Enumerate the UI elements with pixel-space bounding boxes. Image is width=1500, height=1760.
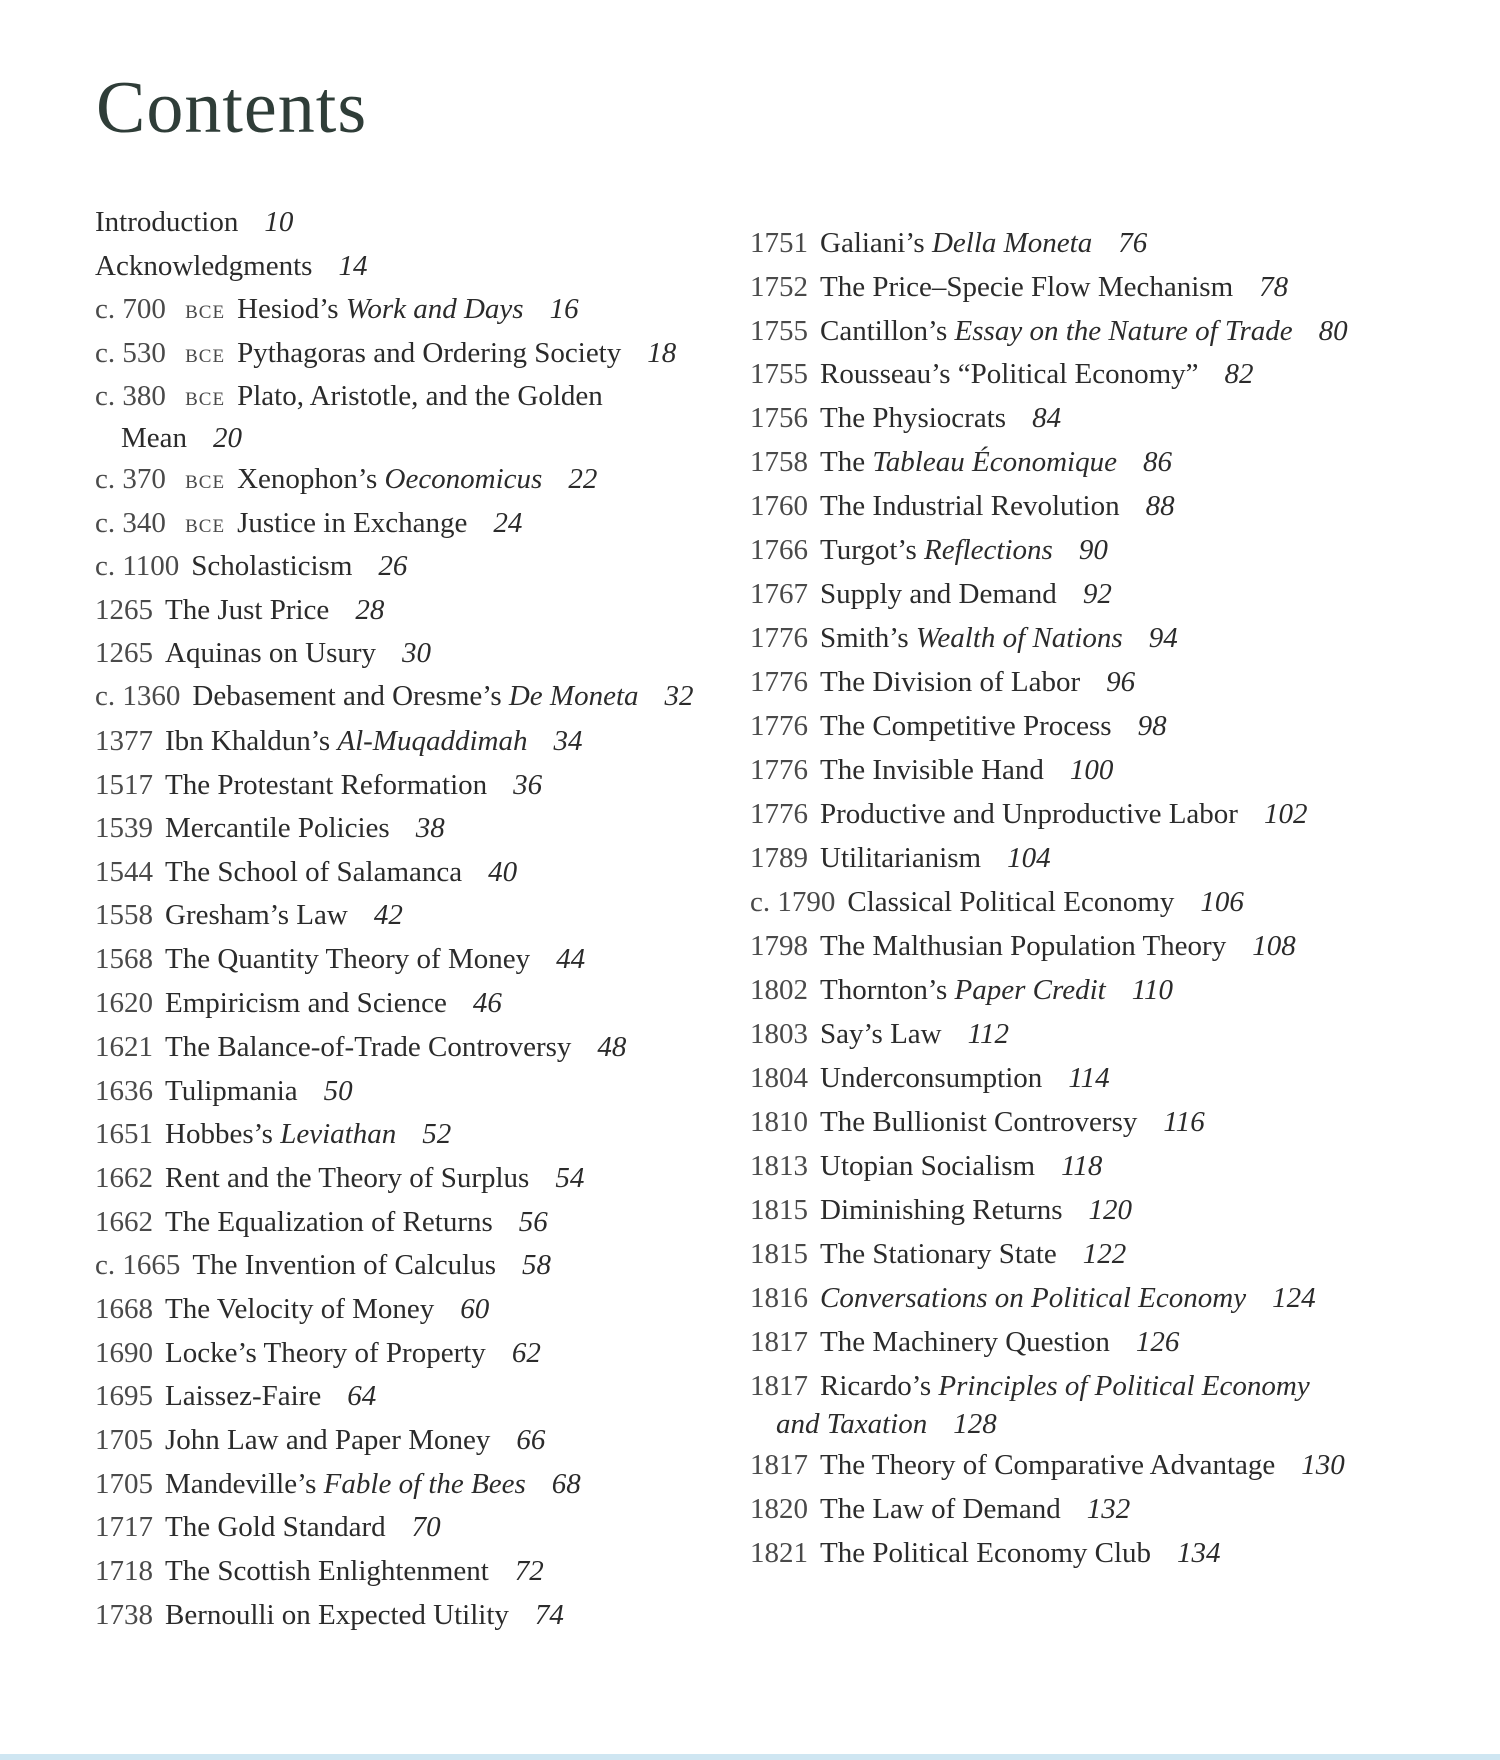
entry-page-number: 72 <box>514 1555 544 1587</box>
entry-title: The Machinery Question <box>820 1326 1110 1358</box>
entry-title: Ricardo’s <box>820 1370 939 1402</box>
entry-page-number: 116 <box>1163 1106 1205 1138</box>
entry-title: Tulipmania <box>165 1075 298 1107</box>
toc-entry[interactable] <box>750 531 1380 569</box>
entry-era: BCE <box>185 389 226 410</box>
entry-page-number: 120 <box>1088 1194 1132 1226</box>
toc-entry[interactable] <box>95 1377 735 1415</box>
toc-entry[interactable] <box>95 1159 735 1197</box>
entry-title: The School of Salamanca <box>165 856 463 888</box>
entry-page-number: 112 <box>967 1018 1009 1050</box>
entry-page-number: 28 <box>355 594 385 626</box>
entry-page-number: 20 <box>213 422 243 454</box>
entry-date: c. 340 <box>95 507 166 539</box>
entry-page-number: 78 <box>1259 271 1289 303</box>
entry-page-number: 86 <box>1142 446 1172 478</box>
toc-entry[interactable] <box>95 1334 735 1372</box>
toc-entry[interactable] <box>750 1103 1380 1141</box>
entry-page-number: 52 <box>422 1118 452 1150</box>
entry-date: 1816 <box>750 1282 808 1314</box>
entry-era: BCE <box>185 516 226 537</box>
entry-page-number: 76 <box>1118 227 1148 259</box>
entry-title: The Velocity of Money <box>165 1293 435 1325</box>
entry-title: Plato, Aristotle, and the Golden Mean <box>121 380 603 454</box>
entry-date: c. 370 <box>95 463 166 495</box>
entry-title: John Law and Paper Money <box>165 1424 491 1456</box>
entry-date: c. 700 <box>95 293 166 325</box>
entry-title: The Balance-of-Trade Controversy <box>165 1031 572 1063</box>
toc-entry[interactable] <box>95 853 735 891</box>
entry-page-number: 22 <box>568 463 598 495</box>
toc-entry[interactable] <box>95 504 735 546</box>
entry-title-italic: Fable of the Bees <box>323 1468 526 1500</box>
page-title: Contents <box>96 67 368 149</box>
entry-title-italic: Al-Muqaddimah <box>337 725 528 757</box>
entry-page-number: 74 <box>534 1599 564 1631</box>
entry-title: Utopian Socialism <box>820 1150 1036 1182</box>
entry-title-italic: Reflections <box>923 534 1053 566</box>
entry-date: 1265 <box>95 637 153 669</box>
toc-entry[interactable] <box>95 334 735 376</box>
entry-title-italic: Tableau Économique <box>872 446 1117 478</box>
entry-title: Galiani’s <box>820 227 932 259</box>
entry-title: The Political Economy Club <box>820 1537 1152 1569</box>
entry-date: 1539 <box>95 812 153 844</box>
entry-page-number: 104 <box>1007 842 1051 874</box>
entry-page-number: 30 <box>402 637 432 669</box>
toc-entry[interactable] <box>750 355 1380 393</box>
entry-page-number: 50 <box>323 1075 353 1107</box>
entry-date: 1803 <box>750 1018 808 1050</box>
entry-title: Rousseau’s “Political Economy” <box>820 358 1199 390</box>
entry-date: 1695 <box>95 1380 153 1412</box>
entry-date: 1776 <box>750 666 808 698</box>
entry-page-number: 60 <box>460 1293 490 1325</box>
entry-title: The Competitive Process <box>820 710 1112 742</box>
entry-page-number: 94 <box>1148 622 1178 654</box>
toc-entry[interactable] <box>750 751 1380 789</box>
entry-title: Mercantile Policies <box>165 812 390 844</box>
entry-page-number: 46 <box>472 987 502 1019</box>
entry-date: 1767 <box>750 578 808 610</box>
entry-page-number: 134 <box>1177 1537 1221 1569</box>
entry-title: Empiricism and Science <box>165 987 447 1019</box>
entry-title-italic: Leviathan <box>280 1118 397 1150</box>
entry-date: c. 1360 <box>95 680 181 712</box>
entry-date: 1751 <box>750 227 808 259</box>
entry-page-number: 36 <box>513 769 543 801</box>
entry-date: 1813 <box>750 1150 808 1182</box>
toc-entry[interactable] <box>95 634 735 672</box>
toc-entry[interactable] <box>750 971 1380 1009</box>
toc-entry[interactable] <box>750 883 1380 921</box>
entry-date: 1620 <box>95 987 153 1019</box>
entry-date: 1738 <box>95 1599 153 1631</box>
entry-page-number: 18 <box>647 337 677 369</box>
toc-entry[interactable] <box>95 1552 735 1590</box>
toc-entry[interactable] <box>95 377 640 457</box>
entry-title: The Law of Demand <box>820 1493 1061 1525</box>
entry-date: 1662 <box>95 1162 153 1194</box>
entry-page-number: 24 <box>493 507 523 539</box>
entry-page-number: 98 <box>1137 710 1167 742</box>
entry-title: The Stationary State <box>820 1238 1057 1270</box>
toc-entry[interactable] <box>95 766 735 804</box>
entry-era: BCE <box>185 472 226 493</box>
entry-date: 1558 <box>95 899 153 931</box>
entry-date: 1568 <box>95 943 153 975</box>
entry-date: 1817 <box>750 1370 808 1402</box>
entry-page-number: 90 <box>1078 534 1108 566</box>
toc-entry[interactable] <box>95 591 735 629</box>
entry-date: 1815 <box>750 1238 808 1270</box>
toc-entry[interactable] <box>95 1028 735 1066</box>
entry-date: 1651 <box>95 1118 153 1150</box>
entry-page-number: 106 <box>1200 886 1244 918</box>
entry-page-number: 70 <box>411 1511 441 1543</box>
entry-date: 1755 <box>750 315 808 347</box>
entry-date: 1776 <box>750 622 808 654</box>
entry-title-italic: Conversations on Political Economy <box>820 1282 1247 1314</box>
toc-entry[interactable] <box>750 1279 1380 1317</box>
entry-date: 1717 <box>95 1511 153 1543</box>
entry-page-number: 54 <box>555 1162 585 1194</box>
entry-page-number: 38 <box>415 812 445 844</box>
entry-title: The Quantity Theory of Money <box>165 943 531 975</box>
entry-page-number: 84 <box>1032 402 1062 434</box>
entry-title-italic: Paper Credit <box>954 974 1106 1006</box>
toc-entry[interactable] <box>750 663 1380 701</box>
toc-entry[interactable] <box>95 1508 735 1546</box>
entry-title: The Price–Specie Flow Mechanism <box>820 271 1234 303</box>
entry-title: Supply and Demand <box>820 578 1057 610</box>
entry-title: Utilitarianism <box>820 842 982 874</box>
toc-entry[interactable] <box>95 677 735 715</box>
entry-date: c. 1790 <box>750 886 836 918</box>
entry-page-number: 102 <box>1263 798 1308 830</box>
entry-title: Classical Political Economy <box>847 886 1175 918</box>
toc-entry[interactable] <box>95 203 735 241</box>
toc-entry[interactable] <box>750 1059 1380 1097</box>
entry-page-number: 108 <box>1252 930 1296 962</box>
entry-title: The Invention of Calculus <box>192 1249 496 1281</box>
entry-title: Bernoulli on Expected Utility <box>165 1599 509 1631</box>
entry-date: c. 1100 <box>95 550 180 582</box>
entry-title: Thornton’s <box>820 974 955 1006</box>
entry-page-number: 14 <box>338 250 368 282</box>
entry-title-italic: Oeconomicus <box>384 463 543 495</box>
toc-entry[interactable] <box>750 443 1380 481</box>
entry-date: 1820 <box>750 1493 808 1525</box>
toc-entry[interactable] <box>750 839 1380 877</box>
page-edge <box>0 1754 1500 1760</box>
entry-date: 1817 <box>750 1326 808 1358</box>
toc-entry[interactable] <box>95 722 735 760</box>
entry-date: 1705 <box>95 1424 153 1456</box>
toc-entry[interactable] <box>95 1115 735 1153</box>
entry-date: 1776 <box>750 798 808 830</box>
entry-page-number: 26 <box>378 550 408 582</box>
entry-title: Acknowledgments <box>95 250 313 282</box>
entry-title: The Gold Standard <box>165 1511 386 1543</box>
entry-date: 1798 <box>750 930 808 962</box>
entry-title: The Scottish Enlightenment <box>165 1555 489 1587</box>
entry-page-number: 58 <box>522 1249 551 1281</box>
toc-entry[interactable] <box>750 312 1380 350</box>
entry-title: Locke’s Theory of Property <box>165 1337 486 1369</box>
toc-entry[interactable] <box>95 1465 735 1503</box>
entry-title: Smith’s <box>820 622 916 654</box>
toc-entry[interactable] <box>95 1596 735 1634</box>
toc-entry[interactable] <box>750 927 1380 965</box>
entry-page-number: 122 <box>1082 1238 1127 1270</box>
entry-title: Pythagoras and Ordering Society <box>237 337 622 369</box>
entry-date: 1377 <box>95 725 153 757</box>
entry-page-number: 92 <box>1082 578 1112 610</box>
entry-date: 1804 <box>750 1062 808 1094</box>
entry-date: 1810 <box>750 1106 808 1138</box>
entry-page-number: 100 <box>1069 754 1114 786</box>
entry-page-number: 118 <box>1061 1150 1103 1182</box>
entry-date: c. 530 <box>95 337 166 369</box>
entry-date: c. 380 <box>95 380 166 412</box>
entry-title: Hesiod’s <box>237 293 346 325</box>
entry-page-number: 110 <box>1131 974 1174 1006</box>
entry-page-number: 68 <box>551 1468 581 1500</box>
toc-entry[interactable] <box>750 1015 1380 1053</box>
entry-date: 1821 <box>750 1537 808 1569</box>
entry-title: Gresham’s Law <box>165 899 348 931</box>
entry-title: The Malthusian Population Theory <box>820 930 1227 962</box>
entry-title: Underconsumption <box>820 1062 1043 1094</box>
entry-title: Cantillon’s <box>820 315 955 347</box>
entry-page-number: 82 <box>1224 358 1254 390</box>
entry-title: Scholasticism <box>191 550 353 582</box>
entry-page-number: 114 <box>1068 1062 1110 1094</box>
entry-date: 1776 <box>750 754 808 786</box>
entry-page-number: 132 <box>1086 1493 1131 1525</box>
entry-page-number: 130 <box>1301 1449 1345 1481</box>
entry-title-italic: Wealth of Nations <box>915 622 1123 654</box>
entry-date: 1662 <box>95 1206 153 1238</box>
entry-page-number: 56 <box>518 1206 548 1238</box>
entry-date: 1817 <box>750 1449 808 1481</box>
entry-date: 1718 <box>95 1555 153 1587</box>
entry-title: Rent and the Theory of Surplus <box>165 1162 530 1194</box>
entry-title: Xenophon’s <box>237 463 385 495</box>
toc-entry[interactable] <box>750 1446 1380 1484</box>
entry-date: 1755 <box>750 358 808 390</box>
entry-date: c. 1665 <box>95 1249 181 1281</box>
entry-title: The Industrial Revolution <box>820 490 1120 522</box>
entry-page-number: 124 <box>1272 1282 1316 1314</box>
toc-entry[interactable] <box>750 224 1380 262</box>
toc-entry[interactable] <box>95 1203 735 1241</box>
entry-date: 1517 <box>95 769 153 801</box>
entry-title: Mandeville’s <box>165 1468 324 1500</box>
toc-entry[interactable] <box>95 547 735 585</box>
toc-entry[interactable] <box>750 1147 1380 1185</box>
toc-entry[interactable] <box>95 290 735 332</box>
toc-entry[interactable] <box>750 1534 1380 1572</box>
toc-entry[interactable] <box>95 809 735 847</box>
toc-entry[interactable] <box>95 460 735 502</box>
toc-entry[interactable] <box>750 1323 1380 1361</box>
entry-page-number: 126 <box>1135 1326 1180 1358</box>
toc-entry[interactable] <box>750 1490 1380 1528</box>
entry-date: 1621 <box>95 1031 153 1063</box>
entry-page-number: 80 <box>1318 315 1348 347</box>
entry-title: Productive and Unproductive Labor <box>820 798 1238 830</box>
entry-title: The Bullionist Controversy <box>820 1106 1138 1138</box>
toc-entry[interactable] <box>750 268 1380 306</box>
entry-page-number: 40 <box>488 856 518 888</box>
entry-title: The Theory of Comparative Advantage <box>820 1449 1276 1481</box>
entry-title-italic: Della Moneta <box>931 227 1093 259</box>
entry-date: 1758 <box>750 446 808 478</box>
entry-era: BCE <box>185 302 226 323</box>
toc-entry[interactable] <box>750 399 1380 437</box>
entry-date: 1752 <box>750 271 808 303</box>
toc-entry[interactable] <box>95 1421 735 1459</box>
toc-entry[interactable] <box>750 575 1380 613</box>
entry-title: Laissez-Faire <box>165 1380 322 1412</box>
entry-title: The Equalization of Returns <box>165 1206 493 1238</box>
toc-entry[interactable] <box>750 1191 1380 1229</box>
entry-date: 1690 <box>95 1337 153 1369</box>
entry-title-italic: De Moneta <box>508 680 639 712</box>
entry-date: 1815 <box>750 1194 808 1226</box>
toc-entry[interactable] <box>95 1072 735 1110</box>
toc-entry[interactable] <box>750 795 1380 833</box>
entry-title: The Physiocrats <box>820 402 1007 434</box>
entry-title-italic: Principles of Political Economy and Taxation <box>776 1370 1310 1440</box>
entry-title: Ibn Khaldun’s <box>165 725 338 757</box>
entry-date: 1802 <box>750 974 808 1006</box>
entry-date: 1766 <box>750 534 808 566</box>
entry-title: Say’s Law <box>820 1018 942 1050</box>
entry-date: 1756 <box>750 402 808 434</box>
entry-page-number: 42 <box>373 899 403 931</box>
entry-page-number: 96 <box>1106 666 1136 698</box>
entry-date: 1789 <box>750 842 808 874</box>
entry-title: Hobbes’s <box>165 1118 281 1150</box>
entry-title: The Division of Labor <box>820 666 1081 698</box>
entry-title: The Protestant Reformation <box>165 769 488 801</box>
entry-title-italic: Essay on the Nature of Trade <box>954 315 1293 347</box>
entry-era: BCE <box>185 346 226 367</box>
entry-page-number: 10 <box>264 206 294 238</box>
toc-entry[interactable] <box>95 940 735 978</box>
entry-title: Introduction <box>95 206 239 238</box>
entry-date: 1544 <box>95 856 153 888</box>
toc-entry[interactable] <box>750 1235 1380 1273</box>
toc-entry[interactable] <box>95 1290 735 1328</box>
toc-entry[interactable] <box>95 984 735 1022</box>
toc-entry[interactable] <box>750 707 1380 745</box>
toc-entry[interactable] <box>95 896 735 934</box>
toc-entry[interactable] <box>750 487 1380 525</box>
entry-title: The Invisible Hand <box>820 754 1044 786</box>
entry-page-number: 128 <box>953 1408 997 1440</box>
entry-page-number: 66 <box>516 1424 546 1456</box>
entry-title: The <box>820 446 873 478</box>
entry-title: Diminishing Returns <box>820 1194 1063 1226</box>
entry-date: 1636 <box>95 1075 153 1107</box>
entry-title: The Just Price <box>165 594 330 626</box>
entry-page-number: 44 <box>556 943 586 975</box>
entry-page-number: 88 <box>1145 490 1175 522</box>
entry-date: 1760 <box>750 490 808 522</box>
entry-date: 1668 <box>95 1293 153 1325</box>
entry-date: 1705 <box>95 1468 153 1500</box>
toc-entry[interactable] <box>95 247 735 285</box>
entry-date: 1776 <box>750 710 808 742</box>
entry-title: Aquinas on Usury <box>165 637 377 669</box>
entry-page-number: 64 <box>347 1380 377 1412</box>
entry-page-number: 32 <box>664 680 694 712</box>
entry-title: Debasement and Oresme’s <box>192 680 509 712</box>
entry-page-number: 62 <box>511 1337 541 1369</box>
entry-page-number: 16 <box>549 293 579 325</box>
toc-entry[interactable] <box>95 1246 735 1284</box>
toc-entry[interactable] <box>750 1367 1360 1443</box>
toc-entry[interactable] <box>750 619 1380 657</box>
entry-page-number: 48 <box>597 1031 627 1063</box>
entry-title: Turgot’s <box>820 534 924 566</box>
entry-date: 1265 <box>95 594 153 626</box>
entry-page-number: 34 <box>553 725 583 757</box>
entry-title-italic: Work and Days <box>345 293 524 325</box>
entry-title: Justice in Exchange <box>237 507 468 539</box>
